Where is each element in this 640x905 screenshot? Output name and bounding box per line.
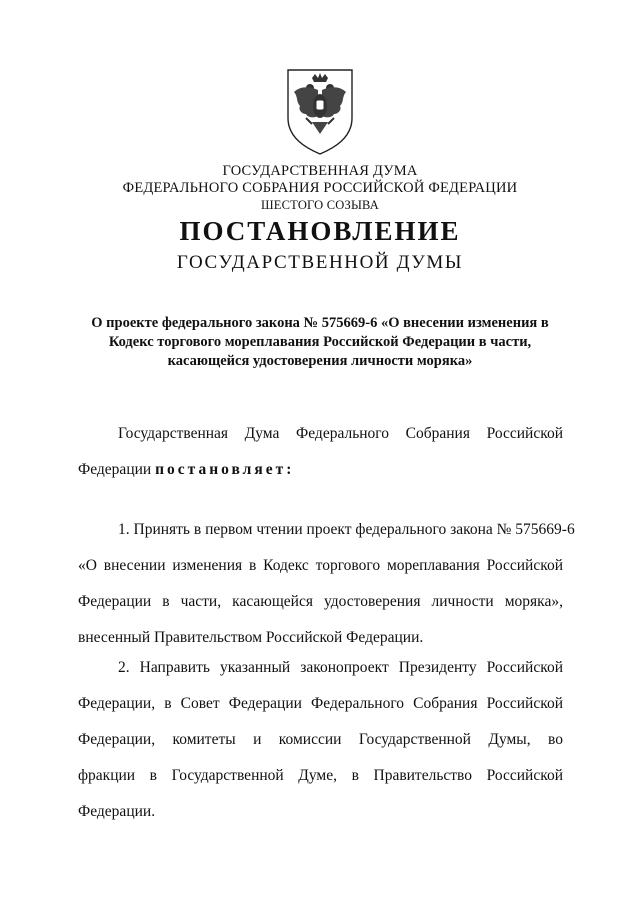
- header-line-convocation: ШЕСТОГО СОЗЫВА: [260, 198, 380, 212]
- item-1-line: внесенный Правительством Российской Федерации.: [78, 629, 424, 646]
- document-title: ПОСТАНОВЛЕНИЕ: [179, 216, 461, 246]
- document-subject: [60, 314, 580, 371]
- item-2-line: Федерации.: [78, 803, 156, 820]
- header-line-duma: ГОСУДАРСТВЕННАЯ ДУМА: [222, 163, 418, 179]
- item-2-paragraph: [78, 650, 563, 830]
- intro-line: [78, 452, 563, 488]
- subject-line: О проекте федерального закона № 575669-6 «О внесении изменения в: [91, 315, 549, 331]
- item-1-line: 1. Принять в первом чтении проект федерального закона № 575669-6: [118, 521, 575, 538]
- subject-line: Кодекс торгового мореплавания Российской Федерации в части,: [108, 334, 532, 350]
- intro-prefix: Федерации: [78, 461, 156, 478]
- item-2-line: фракции в Государственной Думе, в Правительство Российской: [78, 767, 563, 784]
- item-1-line: «О внесении изменения в Кодекс торгового мореплавания Российской: [78, 557, 563, 574]
- intro-line: Государственная Дума Федерального Собрания Российской: [118, 425, 563, 442]
- coat-of-arms-icon: [284, 66, 356, 156]
- subject-line: касающейся удостоверения личности моряка»: [167, 353, 473, 369]
- item-2-line: Федерации, в Совет Федерации Федерального Собрания Российской: [78, 695, 563, 712]
- intro-paragraph: [78, 416, 563, 488]
- decree-verb: постановляет:: [155, 461, 295, 478]
- document-subtitle: ГОСУДАРСТВЕННОЙ ДУМЫ: [176, 252, 464, 273]
- item-2-line: 2. Направить указанный законопроект Президенту Российской: [118, 659, 563, 676]
- header-line-federal-assembly: ФЕДЕРАЛЬНОГО СОБРАНИЯ РОССИЙСКОЙ ФЕДЕРАЦИИ: [122, 180, 518, 196]
- item-1-paragraph: [78, 512, 575, 656]
- item-2-line: Федерации, комитеты и комиссии Государственной Думы, во: [78, 731, 563, 748]
- item-1-line: Федерации в части, касающейся удостоверения личности моряка»,: [78, 593, 563, 610]
